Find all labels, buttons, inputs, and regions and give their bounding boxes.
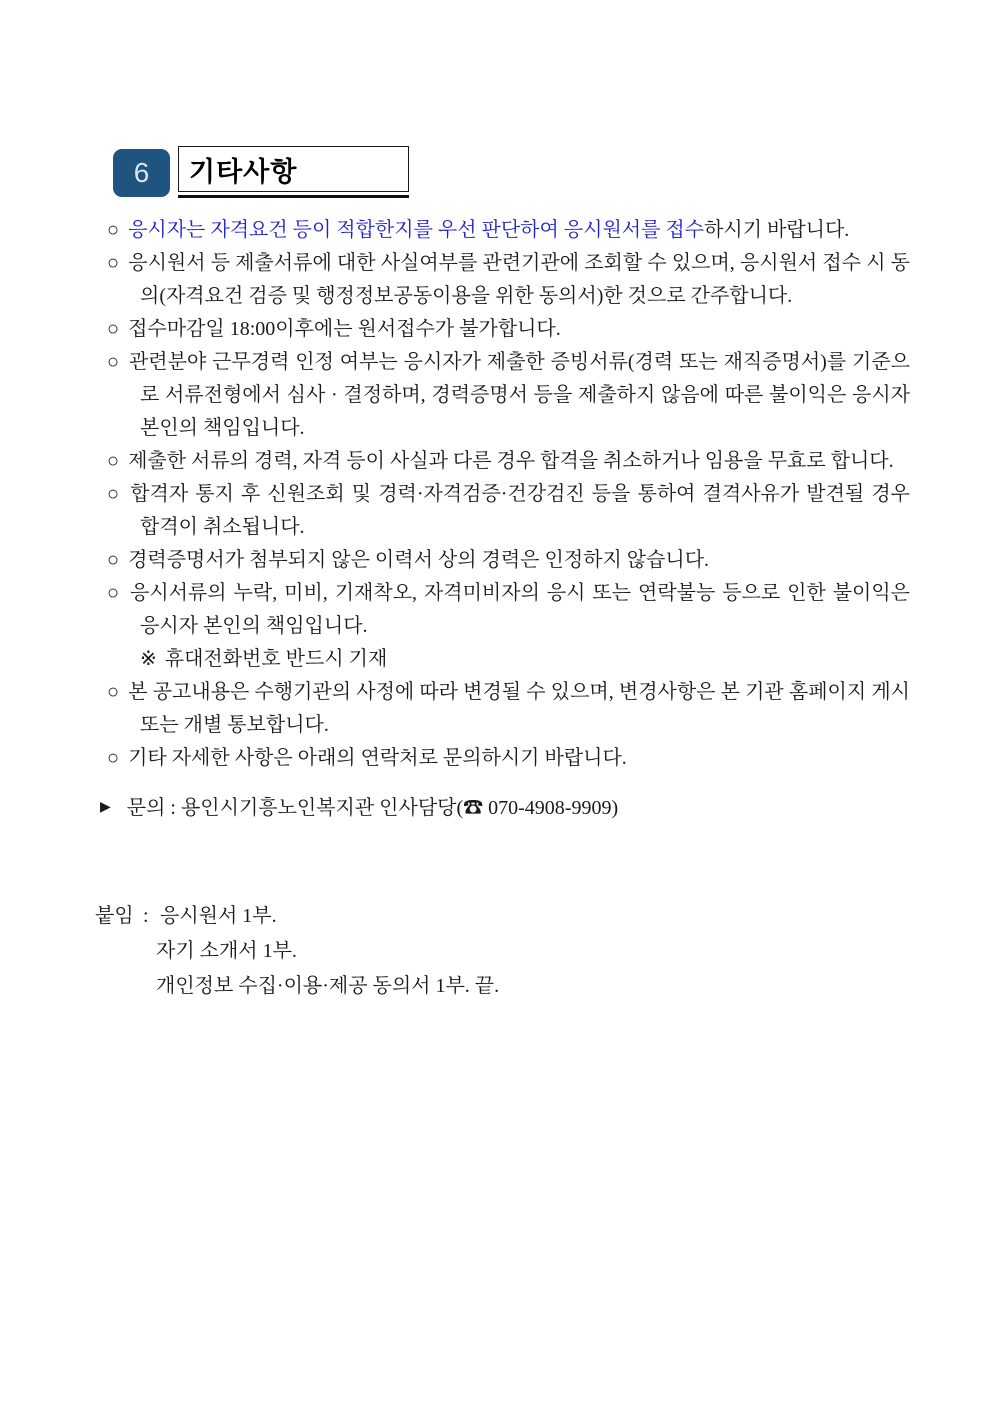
circle-bullet-icon: ○ — [107, 450, 120, 472]
note-text: 휴대전화번호 반드시 기재 — [164, 648, 388, 670]
bullet-text: 합격자 통지 후 신원조회 및 경력·자격검증·건강검진 등을 통하여 결격사유가 발견될 경우 합격이 취소됩니다. — [130, 483, 910, 538]
attachments-block — [95, 899, 910, 1004]
document-content — [95, 146, 910, 1004]
bullet-item — [104, 676, 910, 742]
section-header — [113, 146, 910, 198]
section-title: 기타사항 — [189, 156, 298, 187]
bullet-item — [104, 346, 910, 445]
bullet-text: 기타 자세한 사항은 아래의 연락처로 문의하시기 바랍니다. — [128, 747, 627, 769]
attachments-label: 붙임 — [95, 905, 134, 927]
bullet-text-highlight: 응시자는 자격요건 등이 적합한지를 우선 판단하여 응시원서를 접수 — [128, 219, 705, 241]
bullet-item — [104, 214, 910, 247]
bullet-item — [104, 247, 910, 313]
bullet-text: 경력증명서가 첨부되지 않은 이력서 상의 경력은 인정하지 않습니다. — [128, 549, 710, 571]
attachment-item: 응시원서 1부. — [160, 905, 277, 927]
attachment-row — [95, 899, 910, 934]
attachment-row — [95, 934, 910, 969]
circle-bullet-icon: ○ — [107, 582, 122, 604]
bullet-item — [104, 478, 910, 544]
bullet-text: 응시원서 등 제출서류에 대한 사실여부를 관련기관에 조회할 수 있으며, 응시원서 접수 시 동의(자격요건 검증 및 행정정보공동이용을 위한 동의서)한 것으로 간주합니다. — [128, 252, 910, 307]
bullet-text: 하시기 바랍니다. — [704, 219, 850, 241]
attachment-item: 자기 소개서 1부. — [156, 940, 297, 962]
bullet-text: 관련분야 근무경력 인정 여부는 응시자가 제출한 증빙서류(경력 또는 재직증명서)를 기준으로 서류전형에서 심사 · 결정하며, 경력증명서 등을 제출하지 않음에 따른 불이익은 응시자 본인의 책임입니다. — [128, 351, 910, 439]
section-title-box — [178, 146, 409, 192]
contact-line — [100, 791, 910, 825]
circle-bullet-icon: ○ — [107, 219, 120, 241]
bullet-item — [104, 577, 910, 643]
circle-bullet-icon: ○ — [107, 747, 120, 769]
circle-bullet-icon: ○ — [107, 318, 120, 340]
bullet-item — [104, 313, 910, 346]
bullet-item — [104, 544, 910, 577]
arrow-bullet-icon: ▶ — [100, 800, 111, 815]
circle-bullet-icon: ○ — [107, 681, 120, 703]
bullet-text: 제출한 서류의 경력, 자격 등이 사실과 다른 경우 합격을 취소하거나 임용을 무효로 합니다. — [128, 450, 894, 472]
circle-bullet-icon: ○ — [107, 351, 120, 373]
bullet-item — [104, 445, 910, 478]
attachment-row — [95, 969, 910, 1004]
attachment-item: 개인정보 수집·이용·제공 동의서 1부. 끝. — [156, 975, 500, 997]
section-number-badge: 6 — [113, 149, 170, 197]
bullet-text: 접수마감일 18:00이후에는 원서접수가 불가합니다. — [128, 318, 561, 340]
bullet-text: 응시서류의 누락, 미비, 기재착오, 자격미비자의 응시 또는 연락불능 등으로 인한 불이익은 응시자 본인의 책임입니다. — [130, 582, 910, 637]
reference-mark-icon: ※ — [140, 648, 157, 670]
circle-bullet-icon: ○ — [107, 252, 120, 274]
circle-bullet-icon: ○ — [107, 549, 120, 571]
bullet-item — [104, 742, 910, 775]
contact-text: 문의 : 용인시기흥노인복지관 인사담당(☎ 070-4908-9909) — [126, 797, 619, 819]
note-line — [104, 643, 910, 676]
bullet-text: 본 공고내용은 수행기관의 사정에 따라 변경될 수 있으며, 변경사항은 본 기관 홈페이지 게시 또는 개별 통보합니다. — [128, 681, 910, 736]
attachments-separator: : — [143, 905, 149, 927]
bullet-list — [104, 214, 910, 775]
circle-bullet-icon: ○ — [107, 483, 122, 505]
